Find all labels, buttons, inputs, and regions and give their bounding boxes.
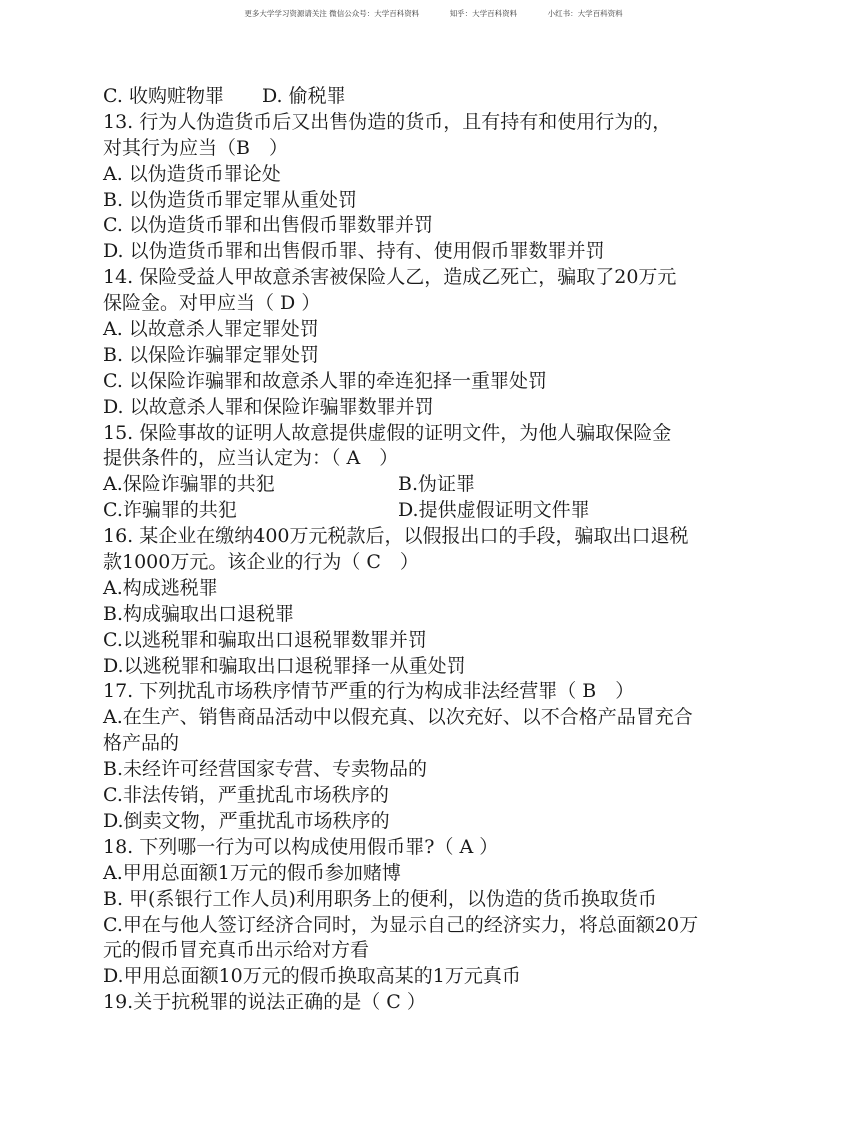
question-16-stem-cont: 款1000万元。该企业的行为（ C ） xyxy=(103,551,419,574)
option-line-cont: 元的假币冒充真币出示给对方看 xyxy=(103,939,370,962)
option-line: A.构成逃税罪 xyxy=(103,576,218,599)
question-14-stem-cont: 保险金。对甲应当（ D ） xyxy=(103,292,321,315)
option-line: A. 以故意杀人罪定罪处罚 xyxy=(103,318,319,341)
question-13-stem-cont: 对其行为应当（B ） xyxy=(103,136,288,159)
option-line: B.未经许可经营国家专营、专卖物品的 xyxy=(103,758,428,781)
question-16-stem: 16. 某企业在缴纳400万元税款后，以假报出口的手段，骗取出口退税 xyxy=(103,525,689,548)
option-line: D. 以故意杀人罪和保险诈骗罪数罪并罚 xyxy=(103,395,434,418)
option-line: C. 以伪造货币罪和出售假币罪数罪并罚 xyxy=(103,214,433,237)
option-line: C.非法传销，严重扰乱市场秩序的 xyxy=(103,784,389,807)
question-18-stem: 18. 下列哪一行为可以构成使用假币罪?（ A ） xyxy=(103,835,499,858)
option-line: A. 以伪造货币罪论处 xyxy=(103,162,281,185)
option-line: A.甲用总面额1万元的假币参加赌博 xyxy=(103,861,401,884)
question-19-stem: 19.关于抗税罪的说法正确的是（ C ） xyxy=(103,991,426,1014)
option-line: C.甲在与他人签订经济合同时，为显示自己的经济实力，将总面额20万 xyxy=(103,913,699,936)
option-line: B. 以保险诈骗罪定罪处罚 xyxy=(103,343,320,366)
option-line: D.倒卖文物，严重扰乱市场秩序的 xyxy=(103,809,390,832)
option-line: B. 以伪造货币罪定罪从重处罚 xyxy=(103,188,358,211)
document-body xyxy=(103,84,783,1016)
question-17-stem: 17. 下列扰乱市场秩序情节严重的行为构成非法经营罪（ B ） xyxy=(103,680,635,703)
question-15-stem: 15. 保险事故的证明人故意提供虚假的证明文件，为他人骗取保险金 xyxy=(103,421,672,444)
page-header xyxy=(0,8,867,19)
option-c: C.诈骗罪的共犯 xyxy=(103,499,237,522)
question-13-stem: 13. 行为人伪造货币后又出售伪造的货币，且有持有和使用行为的， xyxy=(103,110,672,133)
option-pair xyxy=(103,498,783,524)
header-xiaohongshu-notice: 小红书：大学百科资料 xyxy=(547,9,623,18)
option-line: A.在生产、销售商品活动中以假充真、以次充好、以不合格产品冒充合 xyxy=(103,706,693,729)
option-line: C. 以保险诈骗罪和故意杀人罪的牵连犯择一重罪处罚 xyxy=(103,369,547,392)
header-zhihu-notice: 知乎：大学百科资料 xyxy=(449,9,518,18)
option-line: D. 以伪造货币罪和出售假币罪、持有、使用假币罪数罪并罚 xyxy=(103,240,605,263)
option-pair xyxy=(103,472,783,498)
header-wechat-notice: 更多大学学习资源请关注 微信公众号：大学百科资料 xyxy=(244,9,420,18)
option-line: B. 甲(系银行工作人员)利用职务上的便利，以伪造的货币换取货币 xyxy=(103,887,657,910)
text-line: C. 收购赃物罪 D. 偷税罪 xyxy=(103,85,346,107)
option-line-cont: 格产品的 xyxy=(103,732,180,755)
question-14-stem: 14. 保险受益人甲故意杀害被保险人乙，造成乙死亡，骗取了20万元 xyxy=(103,266,677,289)
option-line: C.以逃税罪和骗取出口退税罪数罪并罚 xyxy=(103,628,427,651)
option-line: B.构成骗取出口退税罪 xyxy=(103,602,295,625)
option-b: B.伪证罪 xyxy=(398,473,476,496)
option-line: D.以逃税罪和骗取出口退税罪择一从重处罚 xyxy=(103,654,466,677)
question-15-stem-cont: 提供条件的，应当认定为：（ A ） xyxy=(103,447,399,470)
option-a: A.保险诈骗罪的共犯 xyxy=(103,473,275,496)
option-line: D.甲用总面额10万元的假币换取高某的1万元真币 xyxy=(103,965,521,988)
option-d: D.提供虚假证明文件罪 xyxy=(398,499,590,522)
